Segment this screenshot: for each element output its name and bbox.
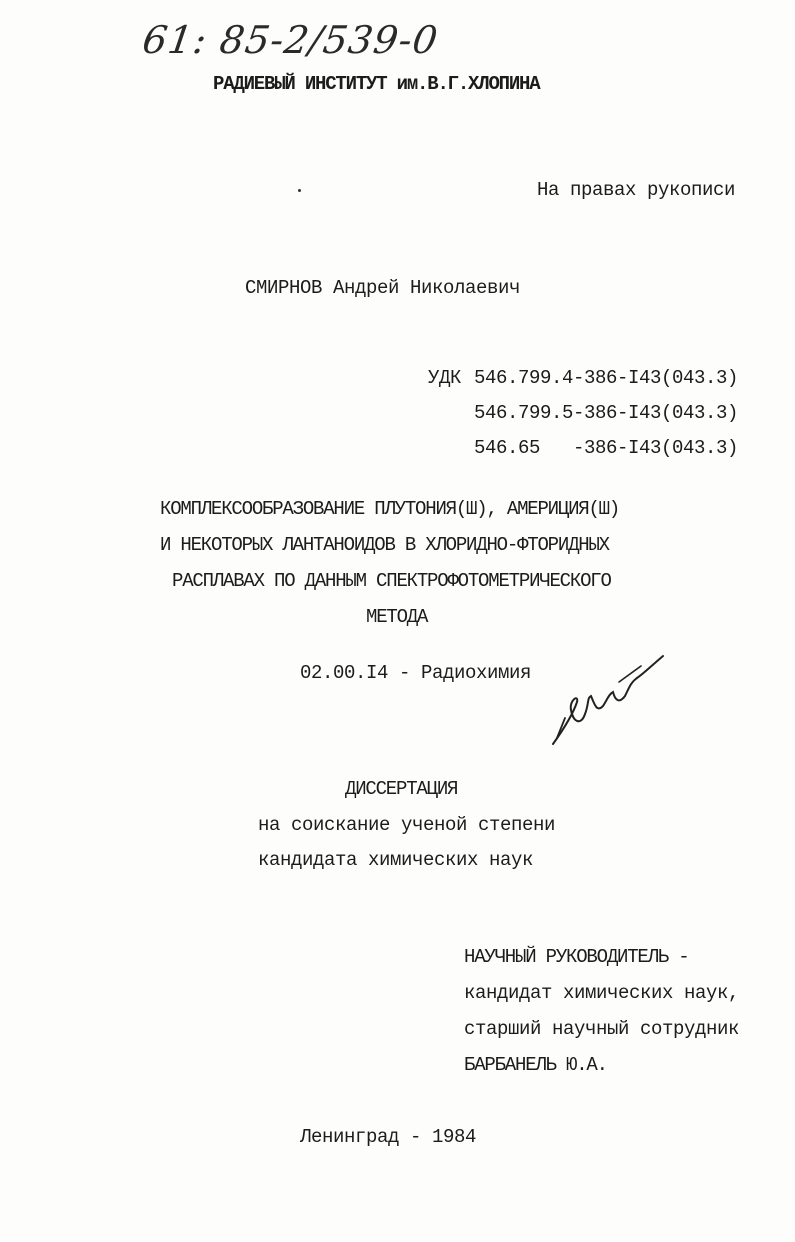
place-year: Ленинград - 1984 <box>300 1126 477 1148</box>
udc-code: 546.799.4-386-I43(043.3) <box>474 367 739 389</box>
supervisor-label: НАУЧНЫЙ РУКОВОДИТЕЛЬ - <box>464 946 689 968</box>
degree-line: на соискание ученой степени <box>258 814 556 836</box>
supervisor-name: БАРБАНЕЛЬ Ю.А. <box>464 1054 607 1076</box>
udc-code: 546.799.5-386-I43(043.3) <box>474 402 739 424</box>
institute-name: РАДИЕВЫЙ ИНСТИТУТ им.В.Г.ХЛОПИНА <box>213 73 540 95</box>
signature <box>545 652 670 752</box>
specialty: 02.00.I4 - Радиохимия <box>300 662 532 684</box>
udc-code: 546.65 -386-I43(043.3) <box>474 437 739 459</box>
title-line: И НЕКОТОРЫХ ЛАНТАНОИДОВ В ХЛОРИДНО-ФТОРИДНЫХ <box>160 534 609 556</box>
supervisor-degree: кандидат химических наук, <box>464 982 740 1004</box>
document-type: ДИССЕРТАЦИЯ <box>345 778 458 800</box>
handwritten-archive-number: 61: 85-2/539-0 <box>139 18 442 62</box>
title-line: КОМПЛЕКСООБРАЗОВАНИЕ ПЛУТОНИЯ(Ш), АМЕРИЦИЯ(Ш) <box>160 498 620 520</box>
udc-prefix: УДК <box>428 367 462 389</box>
author-name: СМИРНОВ Андрей Николаевич <box>245 277 521 299</box>
speck <box>298 189 301 192</box>
degree-line: кандидата химических наук <box>258 849 534 871</box>
title-line: РАСПЛАВАХ ПО ДАННЫМ СПЕКТРОФОТОМЕТРИЧЕСКОГО <box>172 570 611 592</box>
rights-note: На правах рукописи <box>537 179 736 201</box>
title-line: МЕТОДА <box>366 606 428 628</box>
supervisor-position: старший научный сотрудник <box>464 1018 740 1040</box>
